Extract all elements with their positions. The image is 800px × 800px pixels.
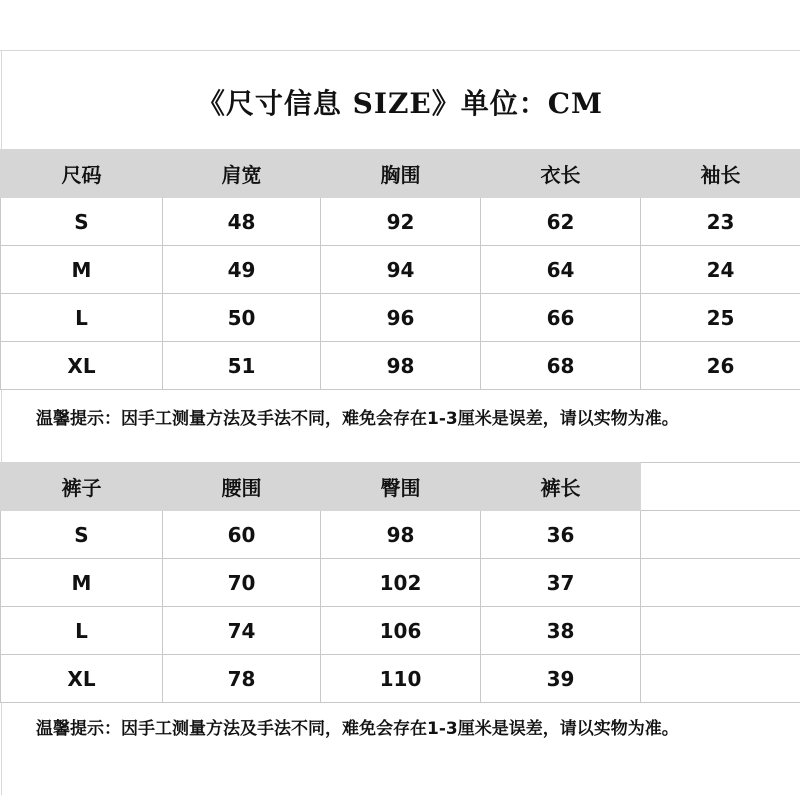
table-cell: 98	[321, 342, 481, 390]
header-chest: 胸围	[321, 150, 481, 198]
header-waist: 腰围	[163, 463, 321, 511]
table-cell: 70	[163, 559, 321, 607]
table-cell: 102	[321, 559, 481, 607]
table-row	[1, 246, 800, 294]
table-cell: 23	[641, 198, 800, 246]
table-cell: 62	[481, 198, 641, 246]
header-empty	[641, 463, 800, 511]
header-pants: 裤子	[1, 463, 163, 511]
header-pants-length: 裤长	[481, 463, 641, 511]
table-cell: 24	[641, 246, 800, 294]
table-row	[1, 294, 800, 342]
table-cell: 36	[481, 511, 641, 559]
table-row	[1, 607, 800, 655]
header-shoulder: 肩宽	[163, 150, 321, 198]
page-title: 《尺寸信息 SIZE》单位：CM	[196, 87, 604, 120]
size-cell: S	[1, 511, 163, 559]
measurement-note: 温馨提示：因手工测量方法及手法不同，难免会存在1-3厘米是误差，请以实物为准。	[36, 409, 679, 429]
header-length: 衣长	[481, 150, 641, 198]
empty-cell	[641, 655, 800, 703]
size-cell: M	[1, 246, 163, 294]
size-cell: XL	[1, 655, 163, 703]
table-cell: 94	[321, 246, 481, 294]
table-header-row	[1, 150, 800, 198]
table-cell: 78	[163, 655, 321, 703]
top-divider	[0, 50, 800, 51]
header-size: 尺码	[1, 150, 163, 198]
table-row	[1, 198, 800, 246]
table-cell: 92	[321, 198, 481, 246]
empty-cell	[641, 559, 800, 607]
table-cell: 26	[641, 342, 800, 390]
table-cell: 39	[481, 655, 641, 703]
table-row	[1, 342, 800, 390]
table-cell: 48	[163, 198, 321, 246]
table-cell: 50	[163, 294, 321, 342]
empty-cell	[641, 511, 800, 559]
table-cell: 110	[321, 655, 481, 703]
size-cell: M	[1, 559, 163, 607]
pants-size-table	[0, 462, 800, 703]
header-sleeve: 袖长	[641, 150, 800, 198]
table-row	[1, 655, 800, 703]
measurement-note: 温馨提示：因手工测量方法及手法不同，难免会存在1-3厘米是误差，请以实物为准。	[36, 719, 679, 739]
empty-cell	[641, 607, 800, 655]
table-header-row	[1, 463, 800, 511]
table-row	[1, 559, 800, 607]
size-cell: XL	[1, 342, 163, 390]
header-hip: 臀围	[321, 463, 481, 511]
table-cell: 37	[481, 559, 641, 607]
size-cell: L	[1, 607, 163, 655]
size-cell: L	[1, 294, 163, 342]
table-row	[1, 511, 800, 559]
table-cell: 74	[163, 607, 321, 655]
table-cell: 38	[481, 607, 641, 655]
table-cell: 60	[163, 511, 321, 559]
table-cell: 98	[321, 511, 481, 559]
table-cell: 49	[163, 246, 321, 294]
top-size-table	[0, 149, 800, 390]
table-cell: 106	[321, 607, 481, 655]
table-cell: 96	[321, 294, 481, 342]
table-cell: 68	[481, 342, 641, 390]
table-cell: 66	[481, 294, 641, 342]
size-cell: S	[1, 198, 163, 246]
table-cell: 64	[481, 246, 641, 294]
table-cell: 25	[641, 294, 800, 342]
table-cell: 51	[163, 342, 321, 390]
